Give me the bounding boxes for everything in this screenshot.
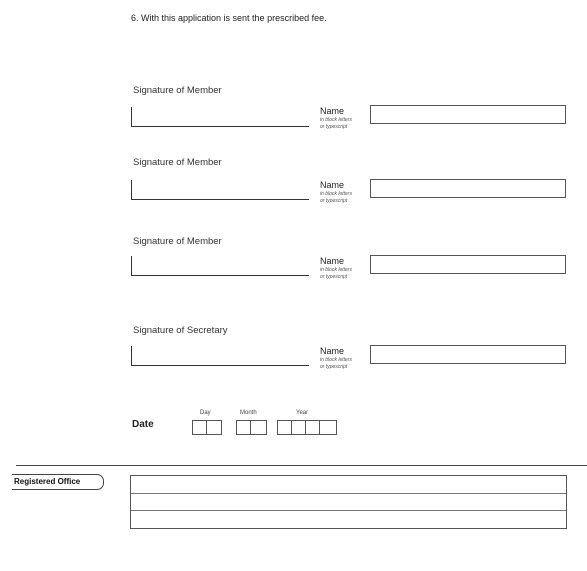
signature-label: Signature of Member	[133, 236, 222, 247]
signature-label: Signature of Member	[133, 85, 222, 96]
name-hint	[320, 357, 370, 371]
name-hint	[320, 267, 370, 281]
name-label: Name	[320, 256, 345, 266]
registered-office-field[interactable]	[130, 475, 567, 529]
signature-field[interactable]	[131, 256, 309, 276]
address-line-3[interactable]	[131, 511, 566, 528]
month-digit[interactable]	[251, 421, 265, 434]
year-digit[interactable]	[320, 421, 334, 434]
name-hint-line-2: or typescript	[320, 124, 348, 130]
address-line-2[interactable]	[131, 494, 566, 512]
name-input[interactable]	[370, 105, 566, 124]
signature-field[interactable]	[131, 180, 309, 200]
year-digit[interactable]	[278, 421, 292, 434]
month-label: Month	[240, 410, 257, 416]
signature-label: Signature of Member	[133, 157, 222, 168]
year-digit[interactable]	[292, 421, 306, 434]
name-label: Name	[320, 180, 345, 190]
name-hint-line-2: or typescript	[320, 198, 348, 204]
fee-statement: 6. With this application is sent the prescribed fee.	[131, 13, 327, 23]
name-input[interactable]	[370, 345, 566, 364]
registered-office-label: Registered Office	[12, 474, 104, 490]
name-hint	[320, 191, 370, 205]
month-digit[interactable]	[237, 421, 251, 434]
day-digit[interactable]	[193, 421, 207, 434]
name-hint-line-2: or typescript	[320, 364, 348, 370]
name-hint-line-2: or typescript	[320, 274, 348, 280]
year-label: Year	[296, 410, 309, 416]
signature-label: Signature of Secretary	[133, 325, 228, 336]
name-hint-line-1: in block letters	[320, 117, 352, 123]
year-field[interactable]	[277, 420, 337, 435]
name-hint-line-1: in block letters	[320, 267, 352, 273]
name-hint-line-1: in block letters	[320, 191, 352, 197]
name-label: Name	[320, 346, 345, 356]
day-digit[interactable]	[207, 421, 221, 434]
name-hint	[320, 117, 370, 131]
day-field[interactable]	[192, 420, 222, 435]
address-line-1[interactable]	[131, 476, 566, 494]
signature-field[interactable]	[131, 346, 309, 366]
section-divider	[16, 465, 587, 466]
name-input[interactable]	[370, 255, 566, 274]
name-label: Name	[320, 106, 345, 116]
month-field[interactable]	[236, 420, 267, 435]
name-hint-line-1: in block letters	[320, 357, 352, 363]
name-input[interactable]	[370, 179, 566, 198]
date-label: Date	[132, 419, 154, 430]
signature-field[interactable]	[131, 107, 309, 127]
year-digit[interactable]	[306, 421, 320, 434]
day-label: Day	[200, 410, 211, 416]
